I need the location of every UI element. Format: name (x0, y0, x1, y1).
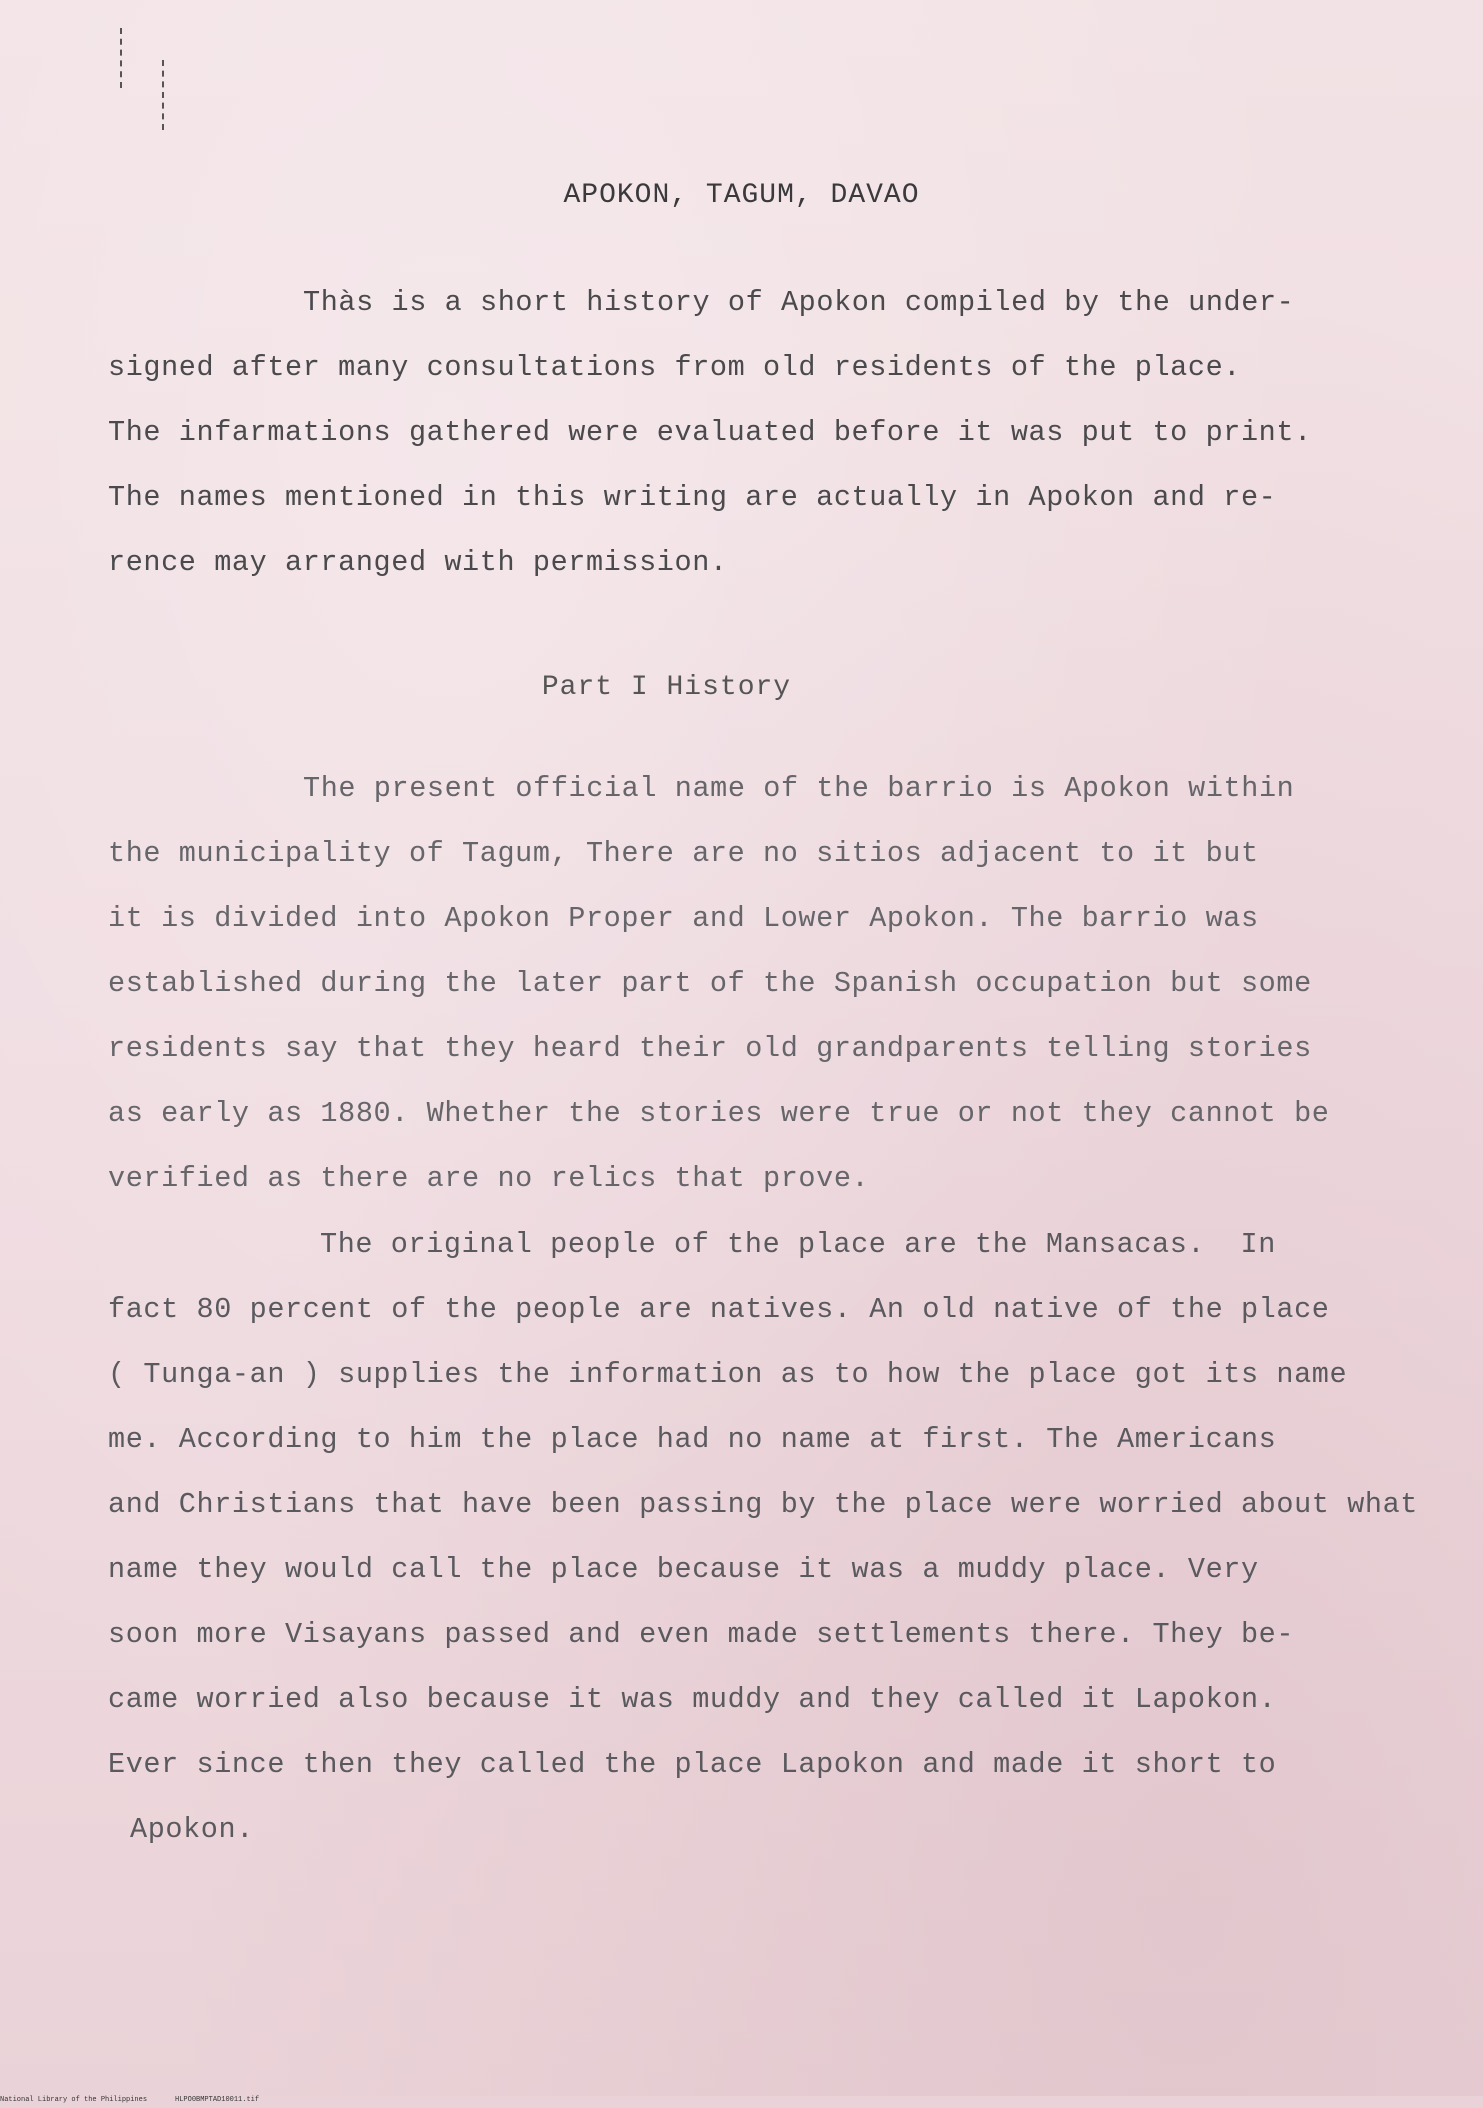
footer-source: National Library of the Philippines (0, 2096, 148, 2104)
history-paragraph-1 (108, 756, 1428, 1211)
text-line: rence may arranged with permission. (108, 546, 728, 579)
text-line: Ever since then they called the place Lapokon and made it short to (108, 1748, 1277, 1781)
text-line: verified as there are no relics that prove. (108, 1162, 870, 1195)
text-line: fact 80 percent of the people are natives. An old native of the place (108, 1293, 1330, 1326)
text-line: Thàs is a short history of Apokon compiled by the under- (303, 286, 1295, 319)
text-line: established during the later part of the Spanish occupation but some (108, 967, 1312, 1000)
pen-mark (120, 28, 122, 88)
text-line: The infarmations gathered were evaluated before it was put to print. (108, 416, 1312, 449)
text-line: signed after many consultations from old residents of the place. (108, 351, 1241, 384)
text-line: it is divided into Apokon Proper and Lower Apokon. The barrio was (108, 902, 1259, 935)
text-line: The present official name of the barrio is Apokon within (303, 772, 1295, 805)
text-line: The original people of the place are the Mansacas. In (320, 1228, 1276, 1261)
text-line: and Christians that have been passing by the place were worried about what (108, 1488, 1419, 1521)
text-line: Apokon. (130, 1813, 254, 1846)
text-line: as early as 1880. Whether the stories were true or not they cannot be (108, 1097, 1330, 1130)
text-line: The names mentioned in this writing are actually in Apokon and re- (108, 481, 1277, 514)
text-line: name they would call the place because it was a muddy place. Very (108, 1553, 1259, 1586)
text-line: the municipality of Tagum, There are no sitios adjacent to it but (108, 837, 1259, 870)
document-title: APOKON, TAGUM, DAVAO (563, 180, 920, 211)
text-line: residents say that they heard their old grandparents telling stories (108, 1032, 1312, 1065)
text-line: ( Tunga-an ) supplies the information as to how the place got its name (108, 1358, 1348, 1391)
scan-footer (0, 2096, 1483, 2108)
intro-paragraph (108, 270, 1428, 595)
text-line: came worried also because it was muddy and they called it Lapokon. (108, 1683, 1277, 1716)
history-paragraph-2 (108, 1212, 1428, 1862)
text-line: me. According to him the place had no name at first. The Americans (108, 1423, 1277, 1456)
pen-mark (162, 60, 164, 130)
footer-file: HLPO0BMPTAD10011.tif (175, 2096, 260, 2104)
text-line: soon more Visayans passed and even made settlements there. They be- (108, 1618, 1295, 1651)
section-heading: Part I History (541, 672, 792, 703)
